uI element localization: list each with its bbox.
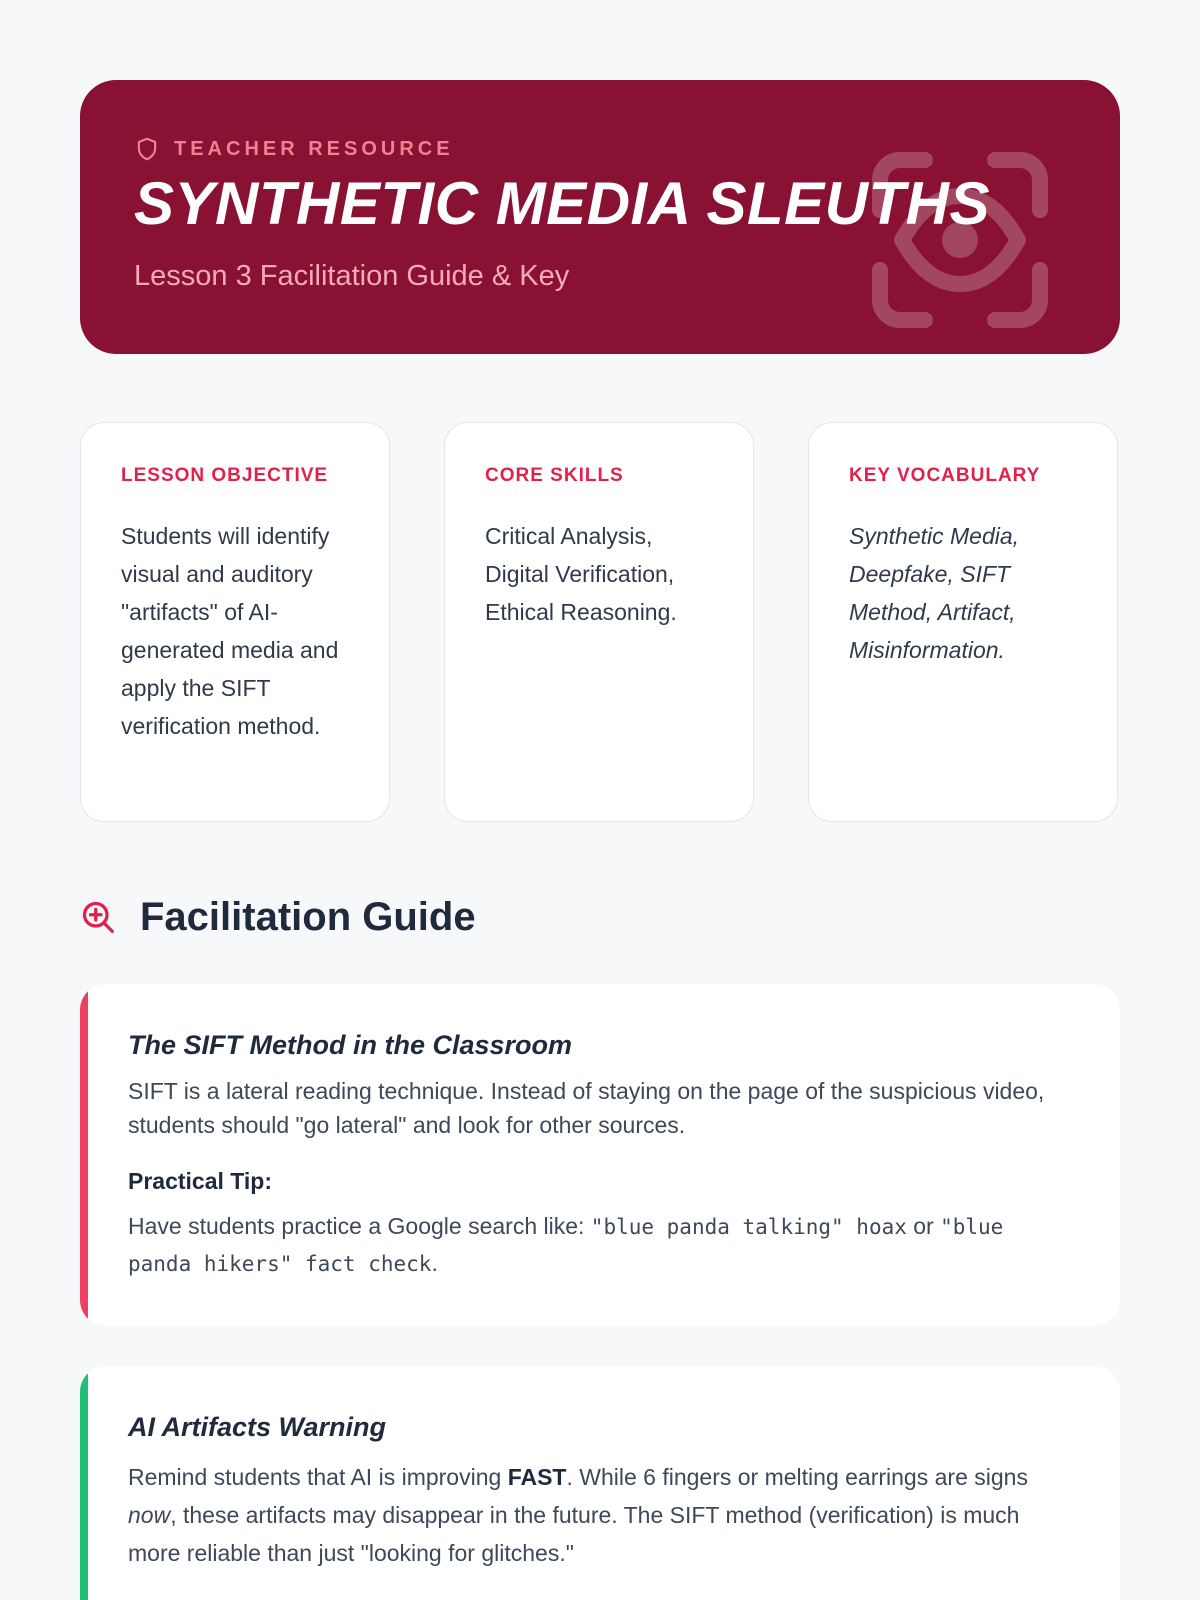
panel-title: The SIFT Method in the Classroom [128,1030,573,1060]
card-label: KEY VOCABULARY [849,465,1041,486]
card-body: Critical Analysis, Digital Verification, Ethical Reasoning. [485,523,677,625]
key-vocabulary-card [808,422,1118,822]
eyebrow-label: TEACHER RESOURCE [174,137,454,160]
sift-method-panel [80,984,1120,1326]
search-query-example: "blue panda hikers" fact check [128,1215,1004,1276]
emphasis-italic: now [128,1502,171,1528]
panel-text [128,1458,1060,1572]
lesson-objective-card [80,422,390,822]
section-title: Facilitation Guide [140,894,476,939]
text-part: , these artifacts may disappear in the future. The SIFT method (verification) is much more reliable than just "looking for glitches." [128,1502,1020,1566]
tip-label: Practical Tip: [128,1168,273,1194]
panel-text: SIFT is a lateral reading technique. Instead of staying on the page of the suspicious video, students should "go lateral" and look for other sources. [128,1078,1045,1138]
tip-text [128,1208,1060,1282]
card-body: Students will identify visual and auditory "artifacts" of AI-generated media and apply the SIFT verification method. [121,523,339,739]
emphasis-bold: FAST [507,1464,567,1490]
tip-suffix: . [431,1250,438,1276]
text-part: Remind students that AI is improving [128,1464,508,1490]
summary-cards [80,422,1120,822]
page [80,80,1120,1600]
section-heading [80,894,1120,940]
hero-banner [80,80,1120,354]
search-query-example: "blue panda talking" hoax [590,1215,907,1239]
page-subtitle: Lesson 3 Facilitation Guide & Key [134,260,570,292]
eye-scan-icon [870,150,1050,330]
card-label: LESSON OBJECTIVE [121,465,329,486]
tip-prefix: Have students practice a Google search like: [128,1213,591,1239]
text-part: . While 6 fingers or melting earrings are signs [566,1464,1028,1490]
card-label: CORE SKILLS [485,465,624,486]
page-title: SYNTHETIC MEDIA SLEUTHS [134,170,990,237]
panel-title: AI Artifacts Warning [128,1412,387,1442]
tip-or: or [906,1213,941,1239]
card-body: Synthetic Media, Deepfake, SIFT Method, Artifact, Misinformation. [849,523,1020,663]
ai-artifacts-panel [80,1366,1120,1600]
shield-icon [134,136,160,162]
zoom-in-icon [80,899,116,935]
core-skills-card [444,422,754,822]
